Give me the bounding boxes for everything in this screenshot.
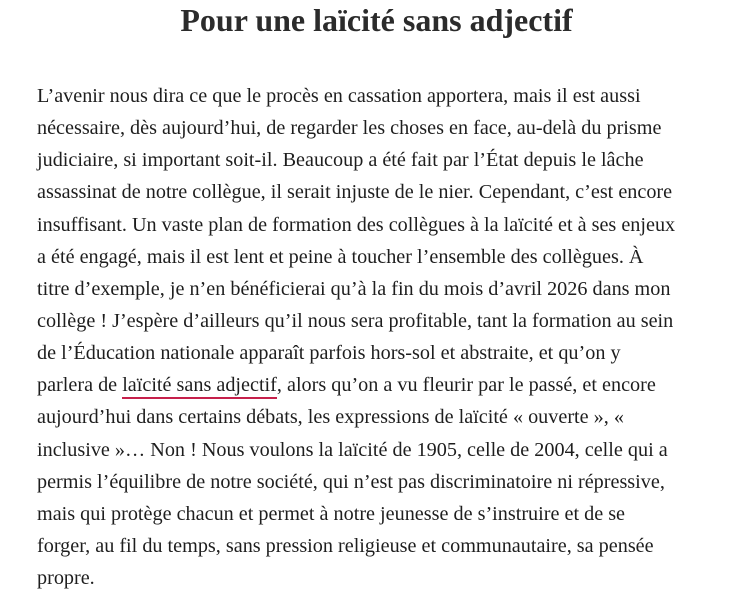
page-title: Pour une laïcité sans adjectif [180,2,573,38]
link-suffix-text: , alors qu’on a vu fleurir par le passé, et encore [276,374,656,397]
paragraph-line: mais qui protège chacun et permet à notre jeunesse de s’instruire et de se [37,502,626,525]
paragraph-line-with-link [37,369,747,401]
paragraph-line: permis l’équilibre de notre société, qui n’est pas discriminatoire ni répressive, [37,470,665,493]
article-paragraph [37,80,747,594]
paragraph-line: titre d’exemple, je n’en bénéficierai qu’à la fin du mois d’avril 2026 dans mon [37,277,671,300]
paragraph-line: nécessaire, dès aujourd’hui, de regarder les choses en face, au-delà du prisme [37,117,662,140]
paragraph-line: assassinat de notre collègue, il serait injuste de le nier. Cependant, c’est encore [37,181,673,204]
link-prefix-text: parlera de [37,374,123,397]
paragraph-line: L’avenir nous dira ce que le procès en cassation apportera, mais il est aussi [37,85,641,107]
paragraph-line: inclusive »… Non ! Nous voulons la laïcité de 1905, celle de 2004, celle qui a [37,438,668,461]
paragraph-line: propre. [37,567,95,590]
paragraph-line: collège ! J’espère d’ailleurs qu’il nous sera profitable, tant la formation au sein [37,309,674,332]
paragraph-line: aujourd’hui dans certains débats, les expressions de laïcité « ouverte », « [37,406,624,429]
paragraph-line: a été engagé, mais il est lent et peine à toucher l’ensemble des collègues. À [37,245,644,268]
laicite-sans-adjectif-link[interactable]: laïcité sans adjectif [122,374,277,399]
paragraph-line: insuffisant. Un vaste plan de formation des collègues à la laïcité et à ses enjeux [37,213,676,236]
paragraph-line: forger, au fil du temps, sans pression religieuse et communautaire, sa pensée [37,534,654,557]
paragraph-line: judiciaire, si important soit-il. Beaucoup a été fait par l’État depuis le lâche [37,149,644,172]
paragraph-line: de l’Éducation nationale apparaît parfois hors-sol et abstraite, et qu’on y [37,342,621,365]
